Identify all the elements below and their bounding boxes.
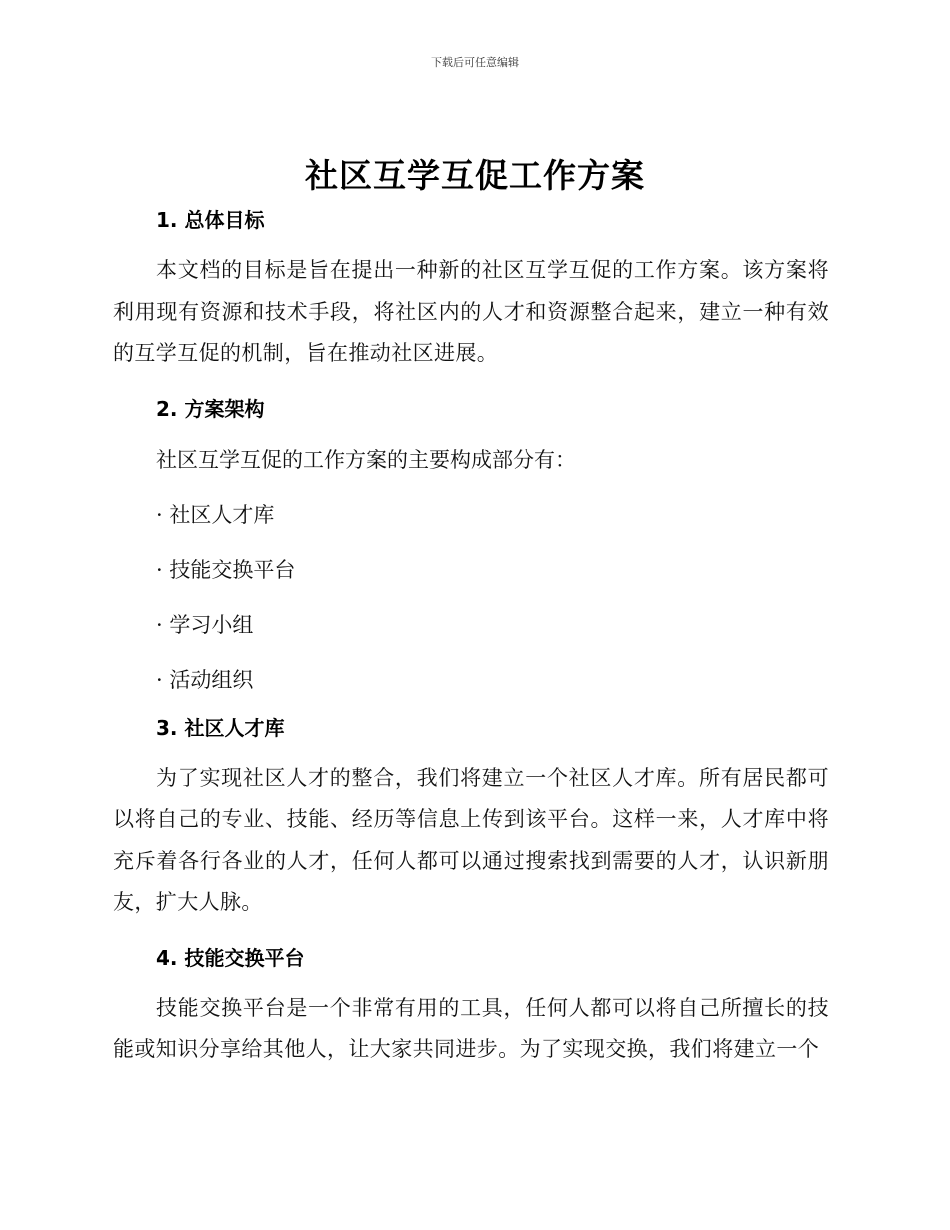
section-heading-architecture: 2. 方案架构 <box>156 396 265 421</box>
section-heading-skill-exchange: 4. 技能交换平台 <box>156 945 305 970</box>
header-note: 下载后可任意编辑 <box>431 56 519 69</box>
section-heading-talent-pool: 3. 社区人才库 <box>156 715 285 740</box>
list-item-activity-organization: · 活动组织 <box>156 667 254 692</box>
list-item-talent-pool: · 社区人才库 <box>156 502 275 527</box>
section-heading-overall-goal: 1. 总体目标 <box>156 208 265 232</box>
paragraph-overall-goal: 本文档的目标是旨在提出一种新的社区互学互促的工作方案。该方案将利用现有资源和技术手段，将社区内的人才和资源整合起来，建立一种有效的互学互促的机制，旨在推动社区进展。 <box>113 258 829 365</box>
document-body <box>113 200 829 1071</box>
list-item-study-group: · 学习小组 <box>156 612 254 637</box>
paragraph-skill-exchange: 技能交换平台是一个非常有用的工具，任何人都可以将自己所擅长的技能或知识分享给其他人，让大家共同进步。为了实现交换，我们将建立一个 <box>113 995 829 1061</box>
list-item-skill-exchange: · 技能交换平台 <box>156 557 296 582</box>
document-title: 社区互学互促工作方案 <box>305 156 645 195</box>
paragraph-talent-pool: 为了实现社区人才的整合，我们将建立一个社区人才库。所有居民都可以将自己的专业、技能、经历等信息上传到该平台。这样一来，人才库中将充斥着各行各业的人才，任何人都可以通过搜索找到需要的人才，认识新朋友，扩大人脉。 <box>113 765 829 914</box>
paragraph-architecture-intro: 社区互学互促的工作方案的主要构成部分有： <box>156 447 576 472</box>
